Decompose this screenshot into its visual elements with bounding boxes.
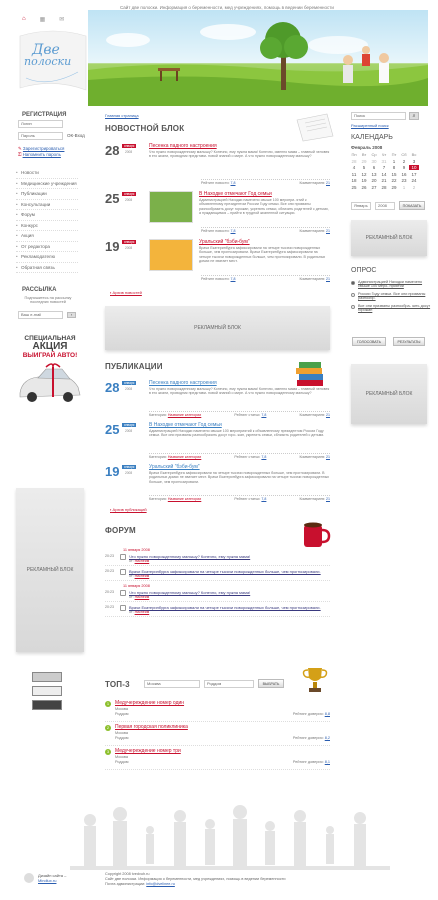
pub-title[interactable]: Уральский "бэби-бум" [149,464,200,470]
news-date-year: 2008 [125,150,133,154]
calendar-weekday: Ср [371,152,377,157]
calendar-weekday: Вс [411,152,417,157]
search-button[interactable] [409,112,419,120]
top3-rating: Рейтинг доверия: 8,2 [292,736,330,740]
archive-icon: ▪ [110,507,112,512]
news-date-day: 25 [105,191,120,206]
design-credit[interactable]: Дизайн сайта – Mindlux.ru [38,873,67,883]
forum-author[interactable]: Никнейм [134,559,150,563]
counter-badge-2[interactable] [32,686,62,696]
forum-time: 20:23 [105,590,114,594]
menu-item-medical[interactable]: • Медицинские учреждения [16,179,78,190]
login-submit-button[interactable]: ОК-Вход [67,133,85,138]
comment-icon [120,605,126,611]
calendar-weekday: Пт [391,152,397,157]
forum-post: 20:23 Что нужно новорожденному малышу? Конечно, ему нужна мама! от: Никнейм [105,554,330,566]
search-icon: ⌕ [412,113,416,119]
news-date-month: января [124,240,135,244]
top3-item [105,700,330,722]
calendar-day[interactable]: 12 [361,171,367,177]
home-icon[interactable]: ⌂ [22,16,26,22]
comment-icon [120,554,126,560]
forum-post-title[interactable]: Что нужно новорожденному малышу? Конечно, ему нужна мама! [129,554,251,559]
forum-list [105,548,330,620]
forum-date: 11 января 2008 [123,548,150,552]
car-image [16,359,84,407]
news-thumbnail[interactable] [149,191,193,223]
radio-icon[interactable] [351,281,355,285]
promo-line2: АКЦИЯ [32,341,68,352]
promo-line1: СПЕЦИАЛЬНАЯ [24,335,76,342]
news-date-day: 19 [105,239,120,254]
publication-item [105,422,330,464]
search-input[interactable]: Поиск [351,112,406,120]
pub-category: Категория: Название категории [149,413,202,417]
poll-option[interactable] [351,292,431,300]
publications-section-title: ПУБЛИКАЦИИ [105,362,163,371]
counter-badge-3[interactable] [32,700,62,710]
publications-list [105,380,330,506]
forum-post: 20:23 Врачи Екатеринбурга зафиксировали на четыре тысячи новорожденных больше, чем прогнозировали. от: Никнейм [105,605,330,617]
calendar-day[interactable]: 5 [362,165,366,170]
calendar-day[interactable]: 14 [381,171,387,177]
calendar-day[interactable]: 25 [351,184,357,190]
calendar-day[interactable]: 20 [371,178,377,183]
counter-badge-1[interactable] [32,672,62,682]
calendar-year-select[interactable]: 2008 [375,202,395,210]
pub-date-month: января [124,381,135,385]
top3-type: Роддом [115,736,129,740]
news-date-year: 2008 [125,198,133,202]
ad-block-right-1[interactable]: РЕКЛАМНЫЙ БЛОК [351,220,427,256]
publication-item [105,380,330,422]
top3-rank: 3 [106,749,110,754]
news-archive-link[interactable]: ▪ Архив новостей [110,290,142,295]
breadcrumb[interactable]: Главная страница [105,113,139,118]
calendar-day[interactable]: 9 [402,165,406,170]
top3-city: Москва [115,755,128,759]
advanced-search-link[interactable]: Расширенный поиск [351,123,389,128]
calendar-week [349,159,421,164]
forum-section-title: ФОРУМ [105,526,136,535]
top-icons [22,16,82,24]
remind-password-link[interactable]: ⚿ Напомнить пароль [18,152,61,157]
newsletter-submit-button[interactable]: › [67,312,76,318]
forum-group [105,548,330,581]
publication-item [105,464,330,506]
news-date-month: января [124,144,135,148]
news-meta [201,179,330,185]
pub-meta [149,453,330,459]
calendar-day[interactable]: 30 [371,158,377,164]
poll-option[interactable] [351,304,431,312]
newsletter-email-input[interactable]: Ваш e-mail [18,311,63,319]
calendar-week [349,178,421,183]
forum-date: 11 января 2008 [123,584,150,588]
calendar-day[interactable]: 8 [392,165,396,170]
news-rating: Рейтинг новости: 7,8 [201,229,236,233]
pub-category: Категория: Название категории [149,497,202,501]
footer-copyright: Copyright 2008 tvedvuh.ru [105,872,150,876]
calendar-day[interactable]: 26 [361,184,367,190]
newspaper-icon [293,112,337,142]
calendar-weekday: Чт [381,152,387,157]
top3-city-select[interactable]: Москва [144,680,200,688]
sitemap-icon[interactable]: ▦ [39,17,46,23]
forum-post-title[interactable]: Врачи Екатеринбурга зафиксировали на четыре тысячи новорожденных больше, чем прогнозировали. [129,569,321,574]
calendar-month: Февраль 2008 [351,145,383,150]
news-title[interactable]: В Находке отмечают Год семьи [199,191,272,197]
calendar-day[interactable]: 15 [391,171,397,177]
calendar-day[interactable]: 28 [351,158,357,164]
pub-text: Врачи Екатеринбурга зафиксировали на четыре тысячи новорожденных больше, чем прогнозировали. В родильных домах не хватает мест. Врачи Екатеринбурга зафиксировали на четыре тысячи новорожденных больше, чем прогнозировали. [149,471,330,484]
calendar-weekday: Вт [361,152,367,157]
pub-date-year: 2008 [125,387,133,391]
poll-option[interactable] [351,280,431,288]
calendar-day[interactable]: 13 [371,171,377,177]
footer-desc: Сайт две полоски. Информация о беременности, мед учреждениях, помощь в ведении беременности [105,877,286,881]
top3-city: Москва [115,707,128,711]
radio-icon[interactable] [351,293,355,297]
menu-item-forum[interactable]: • Форум [16,210,78,221]
footer-info [105,872,405,887]
calendar-weekdays [349,152,421,157]
footer-email-link[interactable]: info@dvelinee.ru [146,882,175,886]
calendar-title: КАЛЕНДАРЬ [351,134,393,141]
calendar-day[interactable]: 4 [352,165,356,170]
news-item [105,239,330,287]
top3-type: Роддом [115,760,129,764]
forum-author[interactable]: Никнейм [134,574,150,578]
poll-option-label: Все они призваны разнообра- зить досуг горожан [358,304,431,312]
news-text: Что нужно новорожденному малышу? Конечно, ему нужна мама! Конечно, именно мама – главный человек в его жизни, проводник представи- новой знаний о мире. А что нужно новорожденному малышу? [149,150,330,159]
calendar-day[interactable]: 31 [381,158,387,164]
trophy-icon [300,664,330,696]
forum-time: 20:23 [105,554,114,558]
calendar-week [349,185,421,190]
calendar-grid [349,152,421,190]
news-rating: Рейтинг новости: 7,8 [201,181,236,185]
comment-icon [120,590,126,596]
calendar-day[interactable]: 17 [411,171,417,177]
comment-icon [120,569,126,575]
pub-date-month: января [124,423,135,427]
pub-comments: Комментариев: 21 [299,497,330,501]
pub-comments: Комментариев: 21 [299,413,330,417]
top3-title[interactable]: Медучереждение номер один [115,700,185,706]
calendar-show-button[interactable]: ПОКАЗАТЬ [399,201,425,210]
family-silhouettes [70,790,390,870]
registration-title: РЕГИСТРАЦИЯ [22,112,67,118]
news-meta [201,227,330,233]
poll-results-button[interactable]: РЕЗУЛЬТАТЫ [393,337,425,346]
top3-city: Москва [115,731,128,735]
pub-date-year: 2008 [125,471,133,475]
password-input[interactable]: Пароль [18,132,63,140]
calendar-day[interactable]: 1 [392,158,396,164]
promo-banner[interactable] [16,335,84,413]
pub-text: Что нужно новорожденному малышу? Конечно, ему нужна мама! Конечно, именно мама – главный человек в его жизни, проводник представи- новой знаний о мире. А что нужно новорожденному малышу? [149,387,330,396]
poll-option-label: Администрацией Находки намечено свыше 100 меро- приятий [358,280,423,288]
newsletter-title: РАССЫЛКА [22,287,57,293]
menu-item-publications[interactable]: • Публикации [16,189,78,200]
pub-rating: Рейтинг статьи: 7,8 [234,413,267,417]
calendar-week [349,172,421,177]
poll-option-label: России Году семьи. Все они призваны разнообр. [358,292,426,300]
top3-title[interactable]: Медучереждение номер три [115,748,181,754]
ad-block-right-2[interactable]: РЕКЛАМНЫЙ БЛОК [351,364,427,424]
calendar-weekday: Сб [401,152,407,157]
top3-rating: Рейтинг доверия: 8,1 [292,760,330,764]
calendar-day[interactable]: 21 [381,178,387,183]
top3-select-button[interactable]: ВЫБРАТЬ [258,679,284,688]
radio-icon[interactable] [351,305,355,309]
calendar-day[interactable]: 1 [402,184,406,190]
news-title[interactable]: Песенка падного настроения [149,143,217,149]
pub-date-day: 25 [105,422,120,437]
calendar-day[interactable]: 6 [372,165,376,170]
archive-icon: ▪ [110,290,112,295]
forum-post-title[interactable]: Что нужно новорожденному малышу? Конечно, ему нужна мама! [129,590,251,595]
forum-author[interactable]: Никнейм [134,610,150,614]
top3-rating: Рейтинг доверия: 8,8 [292,712,330,716]
newsletter-text: Подпишитесь на рассылку последних новостей [24,296,72,304]
header-tagline: Сайт две полоски. Информация о беременности, мед учреждениях, помощь в ведении беременности [120,5,334,10]
pub-meta [149,495,330,501]
pub-rating: Рейтинг статьи: 7,8 [234,455,267,459]
news-thumbnail[interactable] [149,239,193,271]
pub-category: Категория: Название категории [149,455,202,459]
news-date-day: 28 [105,143,120,158]
top3-section-title: ТОП-3 [105,680,130,689]
news-comments: Комментариев: 21 [299,277,330,281]
register-link[interactable]: ✎ Зарегистрироваться [18,146,65,151]
forum-post: 20:23 Врачи Екатеринбурга зафиксировали на четыре тысячи новорожденных больше, чем прогнозировали. от: Никнейм [105,569,330,581]
top3-type: Роддом [115,712,129,716]
calendar-day[interactable]: 10 [409,165,419,170]
news-comments: Комментариев: 21 [299,229,330,233]
news-meta [201,275,330,281]
logo-text: Две полоски [24,42,72,68]
main-menu [16,168,78,273]
calendar-day[interactable]: 3 [412,158,416,164]
calendar-day[interactable]: 11 [351,171,357,177]
top3-item [105,724,330,746]
poll-vote-button[interactable]: ГОЛОСОВАТЬ [352,337,386,346]
calendar-day[interactable]: 28 [381,184,387,190]
mail-icon[interactable]: ✉ [59,17,65,23]
pub-date-day: 19 [105,464,120,479]
pub-date-year: 2008 [125,429,133,433]
forum-time: 20:23 [105,605,114,609]
poll-options [351,280,431,316]
top3-type-select[interactable]: Роддом [204,680,254,688]
menu-item-advertiser[interactable]: • Рекламодателю [16,252,78,263]
calendar-month-select[interactable]: Январь [351,202,371,210]
publications-archive-link[interactable]: ▪ Архив публикаций [110,507,147,512]
news-date-month: января [124,192,135,196]
calendar-day[interactable]: 29 [391,184,397,190]
news-list [105,143,330,287]
forum-post: 20:23 Что нужно новорожденному малышу? Конечно, ему нужна мама! от: Никнейм [105,590,330,602]
pub-comments: Комментариев: 21 [299,455,330,459]
calendar-week [349,165,421,170]
news-text: Врачи Екатеринбурга зафиксировали на четыре тысячи новорожденных больше, чем прогнозировали. Врачи Екатеринбурга зафиксировали на четыре тысячи новорожденных больше, чем прогнозировали. В родильных домах не хватает мест. [199,246,326,264]
forum-author[interactable]: Никнейм [134,595,150,599]
menu-item-consultations[interactable]: • Консультации [16,200,78,211]
menu-item-promo[interactable]: • Акция [16,231,78,242]
top3-list [105,700,330,772]
calendar-day[interactable]: 16 [401,171,407,177]
calendar-day[interactable]: 7 [382,165,386,170]
forum-post-title[interactable]: Врачи Екатеринбурга зафиксировали на четыре тысячи новорожденных больше, чем прогнозировали. [129,605,321,610]
top3-rank: 2 [106,725,110,730]
calendar-day[interactable]: 23 [401,178,407,183]
pub-title[interactable]: В Находке отмечают Год семьи [149,422,222,428]
calendar-day[interactable]: 19 [361,178,367,183]
pub-meta [149,411,330,417]
designer-logo-icon [24,873,34,883]
ad-block-center[interactable]: РЕКЛАМНЫЙ БЛОК [105,306,330,350]
coffee-cup-icon [298,517,332,551]
calendar-day[interactable]: 2 [402,158,406,164]
banner-illustration [88,10,428,106]
ad-block-left[interactable]: РЕКЛАМНЫЙ БЛОК [16,488,84,652]
pub-date-day: 28 [105,380,120,395]
calendar-weekday: Пн [351,152,357,157]
calendar-day[interactable]: 22 [391,178,397,183]
pub-rating: Рейтинг статьи: 7,8 [234,497,267,501]
pub-date-month: января [124,465,135,469]
news-item [105,191,330,239]
menu-item-editor[interactable]: • От редактора [16,242,78,253]
top3-item [105,748,330,770]
calendar-day[interactable]: 18 [351,178,357,183]
news-title[interactable]: Уральский "бэби-бум" [199,239,250,245]
header-banner [88,10,428,106]
news-rating: Рейтинг новости: 7,8 [201,277,236,281]
poll-title: ОПРОС [351,267,377,274]
login-input[interactable]: Логин [18,120,63,128]
top3-rank: 1 [106,701,110,706]
promo-line3: ВЫИГРАЙ АВТО! [22,352,78,359]
top3-title[interactable]: Первая городская поликлиника [115,724,188,730]
calendar-day[interactable]: 27 [371,184,377,190]
menu-item-contest[interactable]: • Конкурс [16,221,78,232]
pub-title[interactable]: Песенка падного настроения [149,380,217,386]
news-section-title: НОВОСТНОЙ БЛОК [105,124,185,133]
forum-time: 20:23 [105,569,114,573]
footer-contact: Почта администрации: info@dvelinee.ru [105,882,175,886]
forum-group [105,584,330,617]
news-text: Администрацией Находки намечено свыше 100 меропри- ятий к объявленному президентом России Году семьи. Все они призваны разнообразить досуг горожан, укрепить семьи, сблизить родителей с детьми, а нуждающимся – прийти в трудной жизненной ситуации. [199,198,329,216]
calendar-day[interactable]: 29 [361,158,367,164]
calendar-day[interactable]: 2 [412,184,416,190]
news-comments: Комментариев: 21 [299,181,330,185]
pub-text: Администрацией Находки намечено свыше 100 мероприятий к объявленному президентом России Году семьи. Все они призваны разнообразить досуг горо- жан, укрепить семьи, сблизить родителей с детьми. [149,429,325,438]
calendar-day[interactable]: 24 [411,178,417,183]
menu-item-news[interactable]: • Новости [16,168,78,179]
menu-item-feedback[interactable]: • Обратная связь [16,263,78,274]
news-date-year: 2008 [125,246,133,250]
news-item [105,143,330,191]
register-icon: ✎ [18,146,22,151]
key-icon: ⚿ [18,152,22,157]
